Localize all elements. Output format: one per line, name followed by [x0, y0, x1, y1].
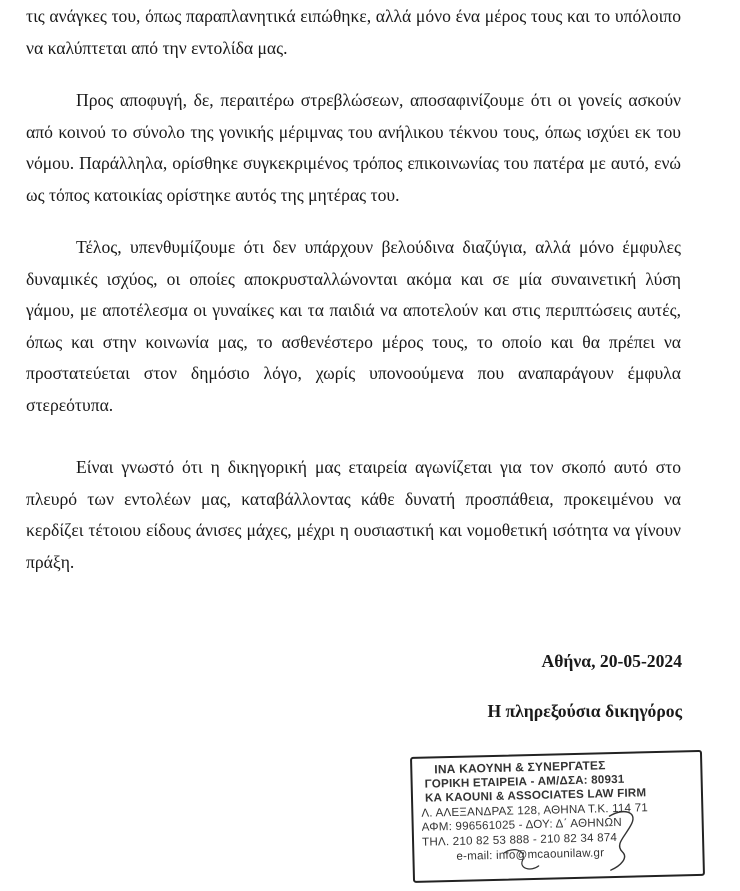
stamp-line-email: e-mail: info@mcaounilaw.gr [456, 845, 605, 863]
paragraph-gender-dynamics: Τέλος, υπενθυμίζουμε ότι δεν υπάρχουν βελούδινα διαζύγια, αλλά μόνο έμφυλες δυναμικές ισχύος, οι οποίες αποκρυσταλλώνονται ακόμα και σε μία συναινετική λύση γάμου, με αποτέλεσμα οι γυναίκες και τα παιδιά να αποτελούν και στις περιπτώσεις αυτές, όπως και στην κοινωνία μας, το ασθενέστερο μέρος τους, το οποίο και θα πρέπει να προστατεύεται στον δημόσιο λόγο, χωρίς υπονοούμενα που αναπαράγουν έμφυλα στερεότυπα. [26, 237, 681, 415]
stamp-line-firm-english: ΚΑ KAOUNI & ASSOCIATES LAW FIRM [424, 786, 647, 805]
paragraph-continuation: τις ανάγκες του, όπως παραπλανητικά ειπώθηκε, αλλά μόνο ένα μέρος τους και το υπόλοιπο να καλύπτεται από την εντολίδα μας. [26, 6, 681, 58]
place-and-date: Αθήνα, 20-05-2024 [541, 651, 682, 671]
stamp-line-tax-id: ΑΦΜ: 996561025 - ΔΟΥ: Δ΄ ΑΘΗΝΩΝ [421, 816, 622, 835]
paragraph-law-firm-mission: Είναι γνωστό ότι η δικηγορική μας εταιρεία αγωνίζεται για τον σκοπό αυτό στο πλευρό των εντολέων μας, καταβάλλοντας κάθε δυνατή προσπάθεια, προκειμένου να κερδίζει τέτοιου είδους άνισες μάχες, μέχρι η ουσιαστική και νομοθετική ισότητα να γίνουν πράξη. [26, 457, 681, 572]
stamp-line-firm-type: ΓΟΡΙΚΗ ΕΤΑΙΡΕΙΑ - ΑΜ/ΔΣΑ: 80931 [424, 772, 625, 791]
stamp-line-phones: ΤΗΛ. 210 82 53 888 - 210 82 34 874 [421, 830, 618, 849]
stamp-line-firm-name: ΙΝΑ ΚΑΟΥΝΗ & ΣΥΝΕΡΓΑΤΕΣ [434, 758, 606, 777]
paragraph-parental-care: Προς αποφυγή, δε, περαιτέρω στρεβλώσεων, αποσαφινίζουμε ότι οι γονείς ασκούν από κοινού το σύνολο της γονικής μέριμνας του ανήλικου τέκνου τους, όπως ισχύει εκ του νόμου. Παράλληλα, ορίσθηκε συγκεκριμένος τρόπος επικοινωνίας του πατέρα με αυτό, ενώ ως τόπος κατοικίας ορίστηκε αυτός της μητέρας του. [26, 90, 681, 205]
law-firm-stamp [410, 750, 705, 883]
signatory-title: Η πληρεξούσια δικηγόρος [487, 701, 682, 721]
stamp-line-address: Λ. ΑΛΕΞΑΝΔΡΑΣ 128, ΑΘΗΝΑ Τ.Κ. 114 71 [421, 800, 649, 820]
